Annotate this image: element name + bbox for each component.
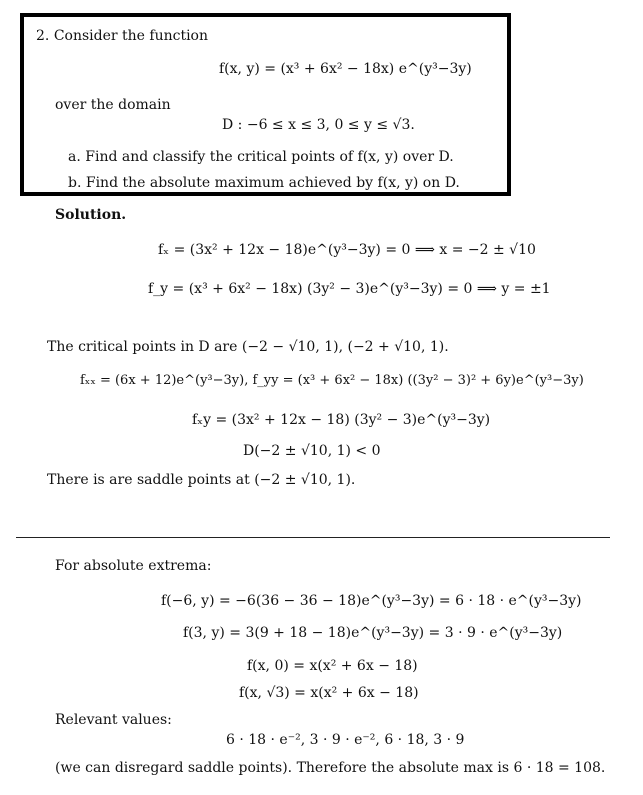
critical-points: The critical points in D are (−2 − √10, 1), (−2 + √10, 1). (47, 339, 449, 355)
relevant-values: 6 · 18 · e⁻², 3 · 9 · e⁻², 6 · 18, 3 · 9 (226, 732, 465, 748)
boundary-x-minus6: f(−6, y) = −6(36 − 36 − 18)e^(y³−3y) = 6 · 18 · e^(y³−3y) (161, 593, 582, 609)
domain-intro: over the domain (55, 97, 171, 113)
fxy-equation: fₓy = (3x² + 12x − 18) (3y² − 3)e^(y³−3y) (192, 412, 491, 428)
extrema-heading: For absolute extrema: (55, 558, 212, 574)
fy-equation: f_y = (x³ + 6x² − 18x) (3y² − 3)e^(y³−3y) = 0 ⟹ y = ±1 (148, 281, 551, 297)
part-a: a. Find and classify the critical points of f(x, y) over D. (68, 149, 454, 165)
problem-intro (36, 29, 208, 43)
function-equation: f(x, y) = (x³ + 6x² − 18x) e^(y³−3y) (219, 61, 472, 77)
solution-heading: Solution. (55, 207, 127, 223)
discriminant: D(−2 ± √10, 1) < 0 (243, 443, 381, 459)
problem-intro-text: Consider the function (53, 28, 209, 44)
saddle-conclusion: There is are saddle points at (−2 ± √10, 1). (47, 472, 356, 488)
part-b: b. Find the absolute maximum achieved by f(x, y) on D. (68, 175, 460, 191)
section-divider (16, 537, 610, 538)
boundary-y-sqrt3: f(x, √3) = x(x² + 6x − 18) (239, 685, 419, 701)
domain-equation: D : −6 ≤ x ≤ 3, 0 ≤ y ≤ √3. (222, 117, 415, 133)
boundary-x-3: f(3, y) = 3(9 + 18 − 18)e^(y³−3y) = 3 · 9 · e^(y³−3y) (183, 625, 563, 641)
fx-equation: fₓ = (3x² + 12x − 18)e^(y³−3y) = 0 ⟹ x = −2 ± √10 (158, 242, 536, 258)
problem-number: 2. (36, 28, 50, 44)
final-conclusion: (we can disregard saddle points). Therefore the absolute max is 6 · 18 = 108. (55, 760, 606, 776)
boundary-y-0: f(x, 0) = x(x² + 6x − 18) (247, 658, 418, 674)
second-derivatives: fₓₓ = (6x + 12)e^(y³−3y), f_yy = (x³ + 6x² − 18x) ((3y² − 3)² + 6y)e^(y³−3y) (80, 373, 584, 388)
relevant-values-label: Relevant values: (55, 712, 172, 728)
